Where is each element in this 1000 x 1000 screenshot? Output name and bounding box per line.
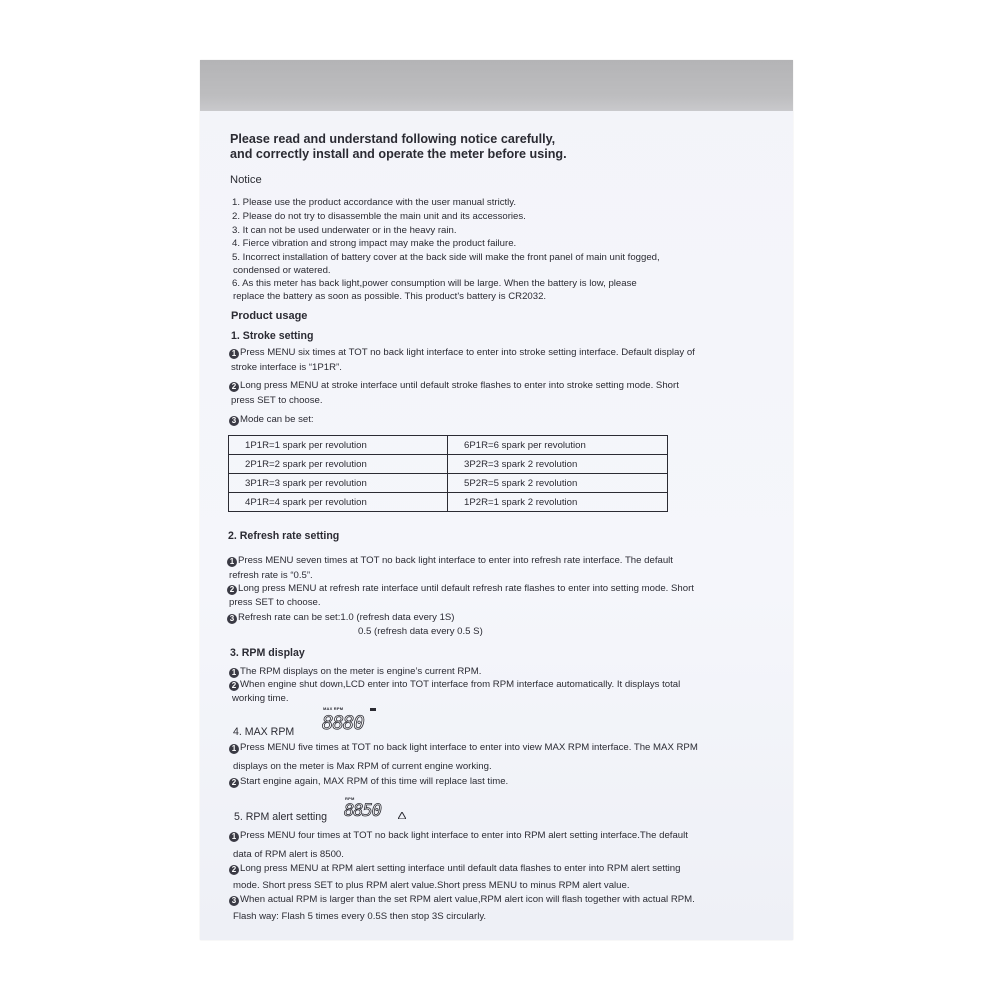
table-row <box>229 474 668 493</box>
stroke-heading: 1. Stroke setting <box>231 330 314 342</box>
lcd-digits: 8850 <box>344 801 381 821</box>
notice-item-6: 6. As this meter has back light,power consumption will be large. When the battery is low, please <box>232 278 637 289</box>
table-cell: 1P1R=1 spark per revolution <box>229 436 448 455</box>
table-cell: 4P1R=4 spark per revolution <box>229 493 448 512</box>
number-badge: 1 <box>227 557 237 567</box>
stroke-step-1: 1 Press MENU six times at TOT no back light interface to enter into stroke setting interface. Default display of <box>229 346 695 360</box>
notice-heading: Notice <box>230 174 262 186</box>
notice-item-4: 4. Fierce vibration and strong impact may make the product failure. <box>232 238 517 249</box>
table-cell: 3P1R=3 spark per revolution <box>229 474 448 493</box>
stroke-mode-table <box>228 435 668 512</box>
refresh-step-2-cont: press SET to choose. <box>229 597 321 608</box>
alert-step-2-cont: mode. Short press SET to plus RPM alert value.Short press MENU to minus RPM alert value. <box>233 880 630 891</box>
max-rpm-step-1-cont: displays on the meter is Max RPM of current engine working. <box>233 761 492 772</box>
alert-step-3-cont: Flash way: Flash 5 times every 0.5S then stop 3S circularly. <box>233 911 487 922</box>
notice-item-3: 3. It can not be used underwater or in the heavy rain. <box>232 225 457 236</box>
refresh-step-3: 3 Refresh rate can be set:1.0 (refresh data every 1S) <box>227 611 455 625</box>
notice-item-1: 1. Please use the product accordance with the user manual strictly. <box>232 197 517 208</box>
notice-item-5-cont: condensed or watered. <box>233 265 331 276</box>
number-badge: 1 <box>229 349 239 359</box>
number-badge: 2 <box>229 681 239 691</box>
number-badge: 2 <box>229 865 239 875</box>
refresh-step-1-cont: refresh rate is “0.5”. <box>229 570 313 581</box>
number-badge: 1 <box>229 668 239 678</box>
product-usage-heading: Product usage <box>231 310 308 322</box>
stroke-step-2-cont: press SET to choose. <box>231 395 323 406</box>
table-cell: 1P2R=1 spark 2 revolution <box>448 493 668 512</box>
notice-item-5: 5. Incorrect installation of battery cover at the back side will make the front panel of main unit fogged, <box>232 252 660 263</box>
number-badge: 3 <box>227 614 237 624</box>
number-badge: 3 <box>229 896 239 906</box>
rpm-alert-heading: 5. RPM alert setting <box>234 811 328 823</box>
refresh-step-3-option: 0.5 (refresh data every 0.5 S) <box>358 626 483 637</box>
manual-page <box>200 60 793 940</box>
table-cell: 3P2R=3 spark 2 revolution <box>448 455 668 474</box>
alert-step-2: 2 Long press MENU at RPM alert setting interface until default data flashes to enter into RPM alert setting <box>229 862 680 876</box>
refresh-heading: 2. Refresh rate setting <box>228 530 340 542</box>
rpm-alert-lcd-illustration <box>343 796 413 828</box>
table-row <box>229 455 668 474</box>
alert-step-3: 3 When actual RPM is larger than the set RPM alert value,RPM alert icon will flash together with actual RPM. <box>229 893 695 907</box>
lcd-indicator <box>370 708 376 711</box>
max-rpm-step-1: 1 Press MENU five times at TOT no back light interface to enter into view MAX RPM interface. The MAX RPM <box>229 741 698 755</box>
max-rpm-lcd-illustration <box>320 706 380 740</box>
rpm-step-2-cont: working time. <box>232 693 289 704</box>
number-badge: 2 <box>229 778 239 788</box>
notice-item-6-cont: replace the battery as soon as possible. This product's battery is CR2032. <box>233 291 547 302</box>
rpm-step-2: 2 When engine shut down,LCD enter into TOT interface from RPM interface automatically. It displays total <box>229 678 680 692</box>
number-badge: 3 <box>229 416 239 426</box>
rpm-display-heading: 3. RPM display <box>230 647 305 659</box>
alert-step-1: 1 Press MENU four times at TOT no back light interface to enter into RPM alert setting interface.The default <box>229 829 688 843</box>
number-badge: 2 <box>229 382 239 392</box>
alert-step-1-cont: data of RPM alert is 8500. <box>233 849 344 860</box>
rpm-step-1: 1 The RPM displays on the meter is engine’s current RPM. <box>229 665 481 679</box>
table-cell: 5P2R=5 spark 2 revolution <box>448 474 668 493</box>
stroke-step-2: 2 Long press MENU at stroke interface until default stroke flashes to enter into stroke setting mode. Short <box>229 379 679 393</box>
table-row <box>229 493 668 512</box>
lcd-label: MAX RPM <box>323 706 344 711</box>
number-badge: 2 <box>227 585 237 595</box>
lcd-label: RPM <box>345 796 355 801</box>
table-cell: 2P1R=2 spark per revolution <box>229 455 448 474</box>
table-row <box>229 436 668 455</box>
stroke-step-3: 3 Mode can be set: <box>229 413 314 427</box>
table-cell: 6P1R=6 spark per revolution <box>448 436 668 455</box>
intro-line-1: Please read and understand following notice carefully, <box>230 132 556 146</box>
page-shadow-band <box>200 60 793 111</box>
notice-item-2: 2. Please do not try to disassemble the main unit and its accessories. <box>232 211 526 222</box>
refresh-step-1: 1 Press MENU seven times at TOT no back light interface to enter into refresh rate interface. The default <box>227 554 673 568</box>
number-badge: 1 <box>229 832 239 842</box>
max-rpm-heading: 4. MAX RPM <box>233 726 295 738</box>
refresh-step-2: 2 Long press MENU at refresh rate interface until default refresh rate flashes to enter into setting mode. Short <box>227 582 694 596</box>
max-rpm-step-2: 2 Start engine again, MAX RPM of this time will replace last time. <box>229 775 508 789</box>
number-badge: 1 <box>229 744 239 754</box>
lcd-digits: 8880 <box>322 712 364 734</box>
alert-icon <box>398 812 406 819</box>
stroke-step-1-cont: stroke interface is “1P1R”. <box>231 362 342 373</box>
intro-line-2: and correctly install and operate the meter before using. <box>230 147 567 161</box>
